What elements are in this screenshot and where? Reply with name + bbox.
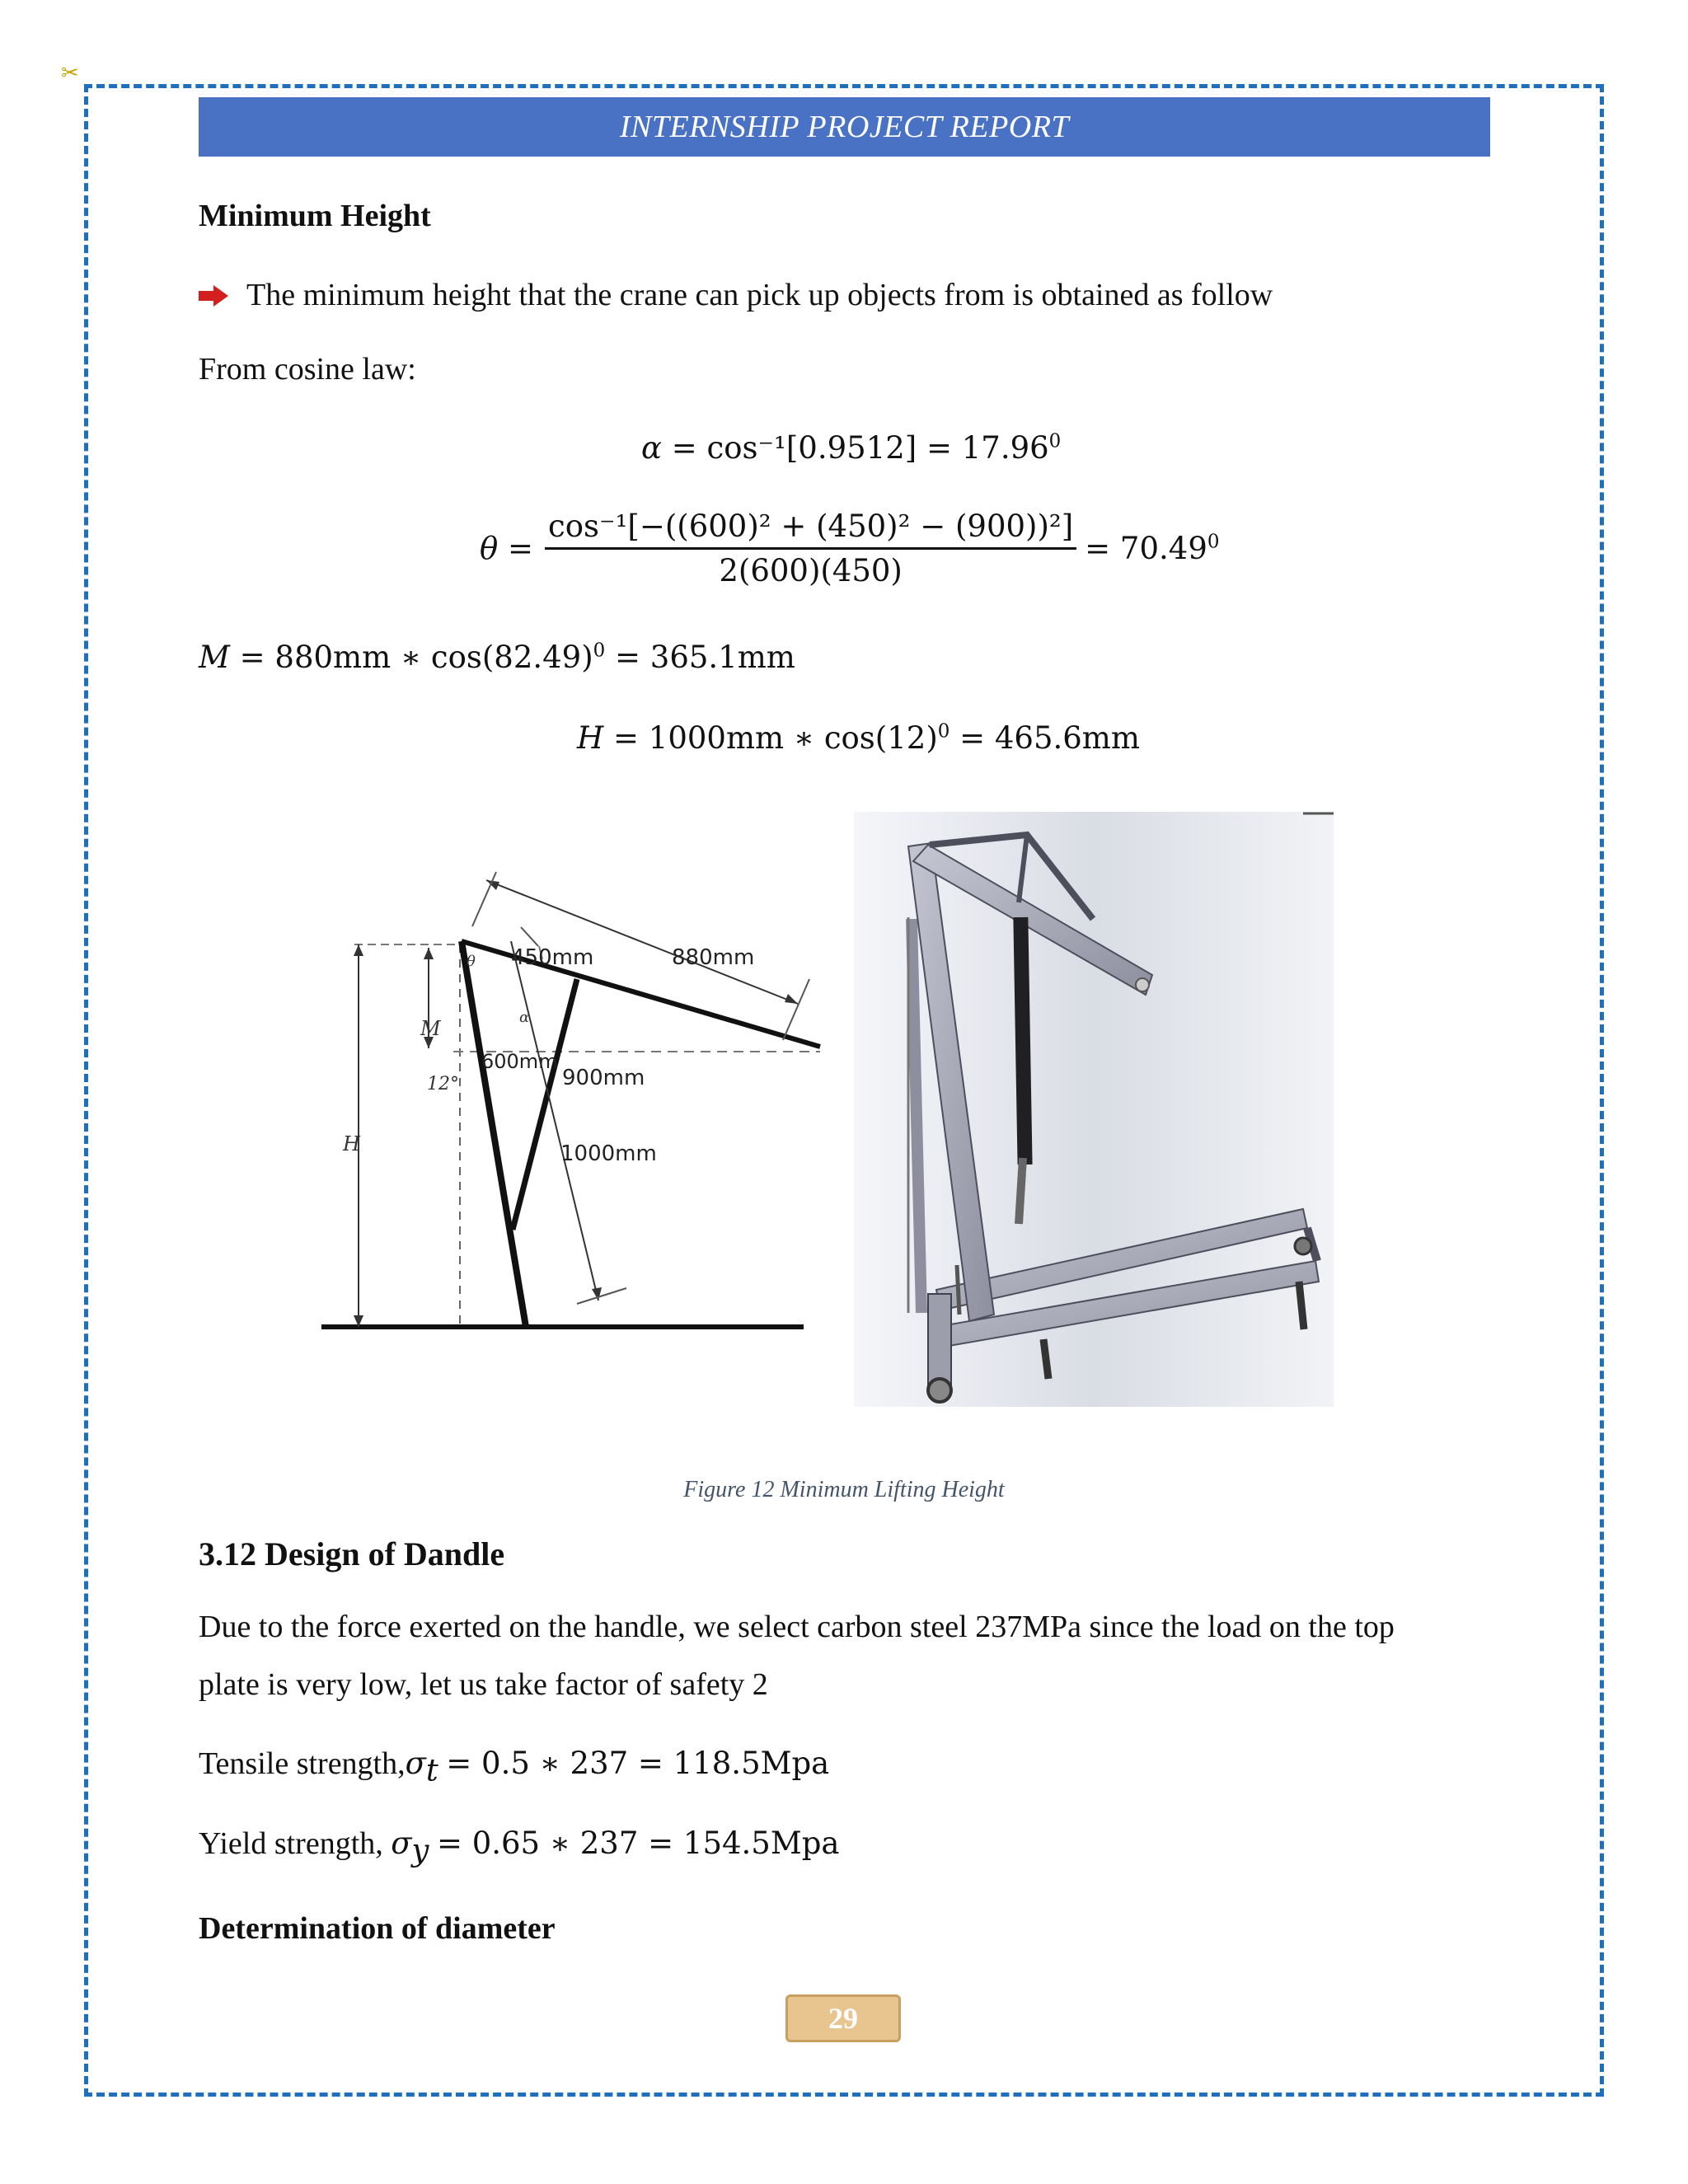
arrow-bullet-icon	[199, 285, 228, 307]
label-12deg: 12°	[427, 1074, 459, 1094]
label-880mm: 880mm	[672, 945, 755, 970]
label-900mm: 900mm	[562, 1066, 645, 1090]
label-600mm: 600mm	[481, 1050, 558, 1073]
label-m: M	[420, 1017, 441, 1040]
figure-caption: Figure 12 Minimum Lifting Height	[683, 1477, 1005, 1502]
cosine-law-text: From cosine law:	[199, 352, 416, 387]
theta-fraction: $\frac{\text{cos⁻¹[−((600)² + (450)² − (900))²]}}{2(600)(450)}$	[545, 509, 1076, 588]
yield-strength-line: Yield strength, $\sigma_y = 0.65$ ∗ 237 = 154.5Mpa	[199, 1825, 840, 1868]
crane-3d-render	[854, 812, 1334, 1407]
dandle-para-line1: Due to the force exerted on the handle, we select carbon steel 237MPa since the load on the top	[199, 1610, 1395, 1644]
label-h: H	[343, 1132, 360, 1155]
bullet-text: The minimum height that the crane can pick up objects from is obtained as follow	[246, 278, 1273, 312]
alpha-equation: $\alpha = \cos^{-1}[0.9512] = 17.96^0$	[641, 430, 1062, 466]
label-theta: θ	[467, 953, 476, 970]
scissors-icon: ✂	[61, 61, 79, 85]
page-number: 29	[828, 2002, 858, 2035]
label-alpha: α	[519, 1009, 530, 1026]
dandle-para-line2: plate is very low, let us take factor of safety 2	[199, 1667, 768, 1702]
theta-equation: θ = $\frac{\text{cos⁻¹[−((600)² + (450)² − (900))²]}}{2(600)(450)}$ = $70.49^0$	[480, 509, 1220, 588]
diameter-heading: Determination of diameter	[199, 1911, 556, 1946]
crane-geometry-diagram	[305, 857, 841, 1352]
tensile-strength-line: Tensile $strength,\sigma_t = 0.5$ ∗ 237 = 118.5Mpa	[199, 1746, 830, 1788]
min-height-heading: Minimum Height	[199, 199, 431, 233]
label-1000mm: 1000mm	[560, 1141, 657, 1166]
page-number-badge	[785, 1994, 901, 2042]
label-450mm: 450mm	[511, 945, 594, 970]
h-equation: H = 1000mm ∗ $\cos(12)^0 = 465.6mm$	[577, 720, 1140, 756]
report-header	[199, 97, 1490, 157]
report-header-title: INTERNSHIP PROJECT REPORT	[619, 110, 1070, 144]
dandle-heading: 3.12 Design of Dandle	[199, 1535, 505, 1572]
bullet-item	[199, 277, 1273, 313]
m-equation: M = 880mm ∗ $\cos(82.49)^0 = 365.1mm$	[199, 640, 795, 675]
